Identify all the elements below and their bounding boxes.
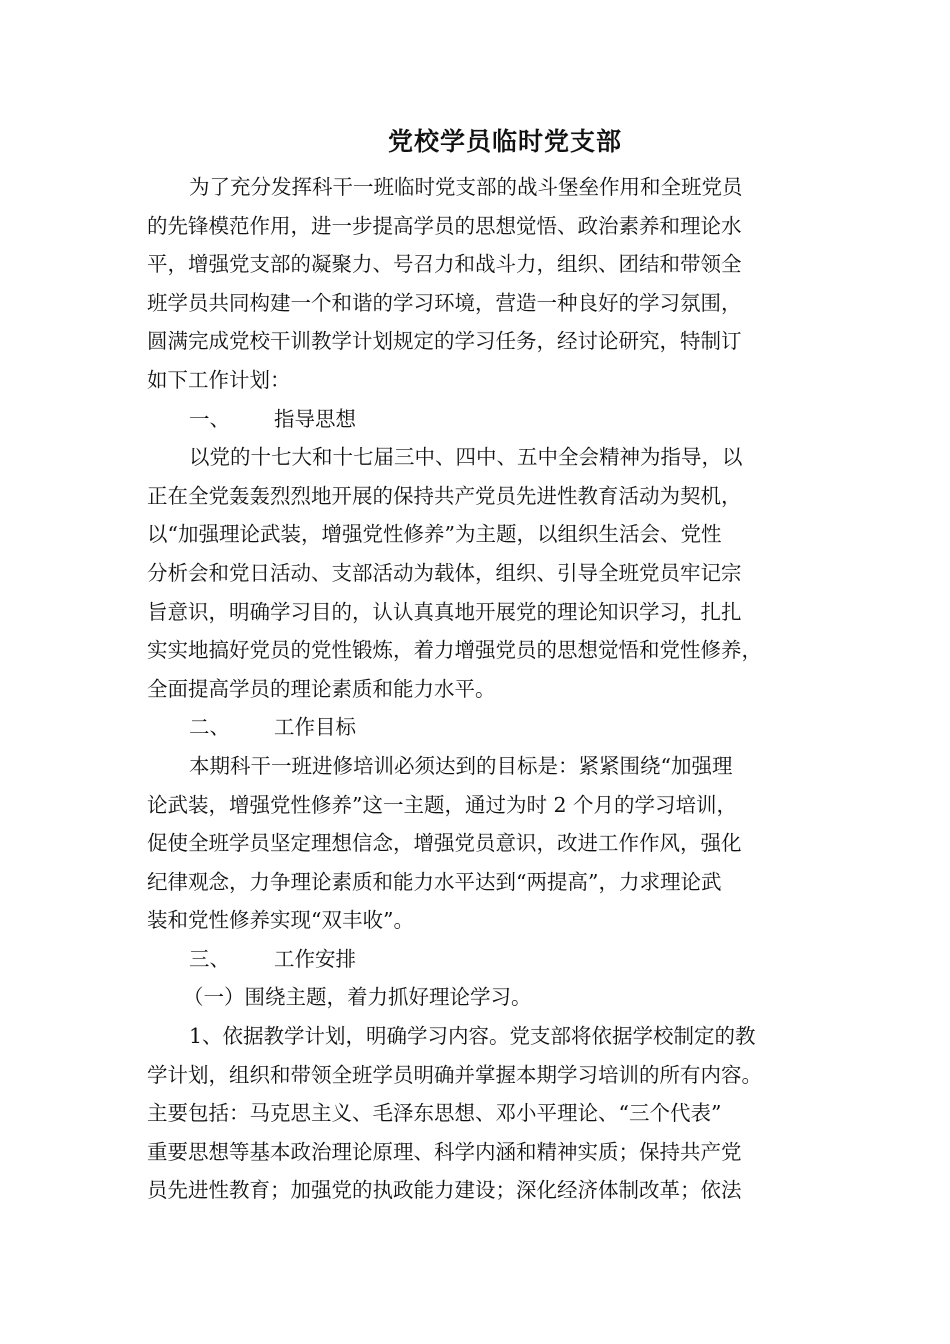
section2-line: 纪律观念，力争理论素质和能力水平达到“两提高”，力求理论武 (147, 869, 722, 894)
item1-line: 学计划，组织和带领全班学员明确并掌握本期学习培训的所有内容。 (147, 1062, 762, 1087)
section-number: 二、 (189, 715, 230, 740)
section1-line: 旨意识，明确学习目的，认认真真地开展党的理论知识学习，扎扎 (147, 599, 742, 624)
intro-line: 圆满完成党校干训教学计划规定的学习任务，经讨论研究，特制订 (147, 329, 742, 354)
section1-line: 以“加强理论武装，增强党性修养”为主题，以组织生活会、党性 (147, 522, 722, 547)
document-body (147, 168, 837, 1210)
section2-line: 本期科干一班进修培训必须达到的目标是：紧紧围绕“加强理 (189, 753, 733, 778)
item1-line: 主要包括：马克思主义、毛泽东思想、邓小平理论、“三个代表” (147, 1101, 722, 1126)
section2-line: 促使全班学员坚定理想信念，增强党员意识，改进工作作风，强化 (147, 831, 742, 856)
section1-line: 以党的十七大和十七届三中、四中、五中全会精神为指导，以 (189, 445, 743, 470)
section-title: 工作目标 (274, 715, 356, 740)
section-title: 指导思想 (274, 406, 356, 431)
section1-line: 正在全党轰轰烈烈地开展的保持共产党员先进性教育活动为契机， (147, 483, 742, 508)
item1-line: 员先进性教育；加强党的执政能力建设；深化经济体制改革；依法 (147, 1178, 742, 1203)
item1-line: 1、依据教学计划，明确学习内容。党支部将依据学校制定的教 (189, 1024, 756, 1049)
subsection-heading: （一）围绕主题，着力抓好理论学习。 (183, 985, 532, 1010)
section-heading-3 (147, 940, 837, 979)
intro-line: 平，增强党支部的凝聚力、号召力和战斗力，组织、团结和带领全 (147, 252, 742, 277)
section1-line: 分析会和党日活动、支部活动为载体，组织、引导全班党员牢记宗 (147, 560, 742, 585)
intro-line: 班学员共同构建一个和谐的学习环境，营造一种良好的学习氛围， (147, 290, 742, 315)
section-heading-1 (147, 400, 837, 439)
section-title: 工作安排 (274, 946, 356, 971)
document-title: 党校学员临时党支部 (387, 127, 622, 156)
intro-line: 如下工作计划： (147, 367, 291, 392)
section2-line: 装和党性修养实现“双丰收”。 (147, 908, 414, 933)
section-heading-2 (147, 708, 837, 747)
intro-line: 的先锋模范作用，进一步提高学员的思想觉悟、政治素养和理论水 (147, 213, 742, 238)
intro-line: 为了充分发挥科干一班临时党支部的战斗堡垒作用和全班党员 (189, 175, 743, 199)
section2-line: 论武装，增强党性修养”这一主题，通过为时 2 个月的学习培训， (147, 792, 738, 817)
section-number: 一、 (189, 406, 230, 431)
section1-line: 实实地搞好党员的党性锻炼，着力增强党员的思想觉悟和党性修养， (147, 638, 762, 663)
item1-line: 重要思想等基本政治理论原理、科学内涵和精神实质；保持共产党 (147, 1139, 742, 1164)
section1-line: 全面提高学员的理论素质和能力水平。 (147, 676, 496, 701)
section-number: 三、 (189, 946, 230, 971)
